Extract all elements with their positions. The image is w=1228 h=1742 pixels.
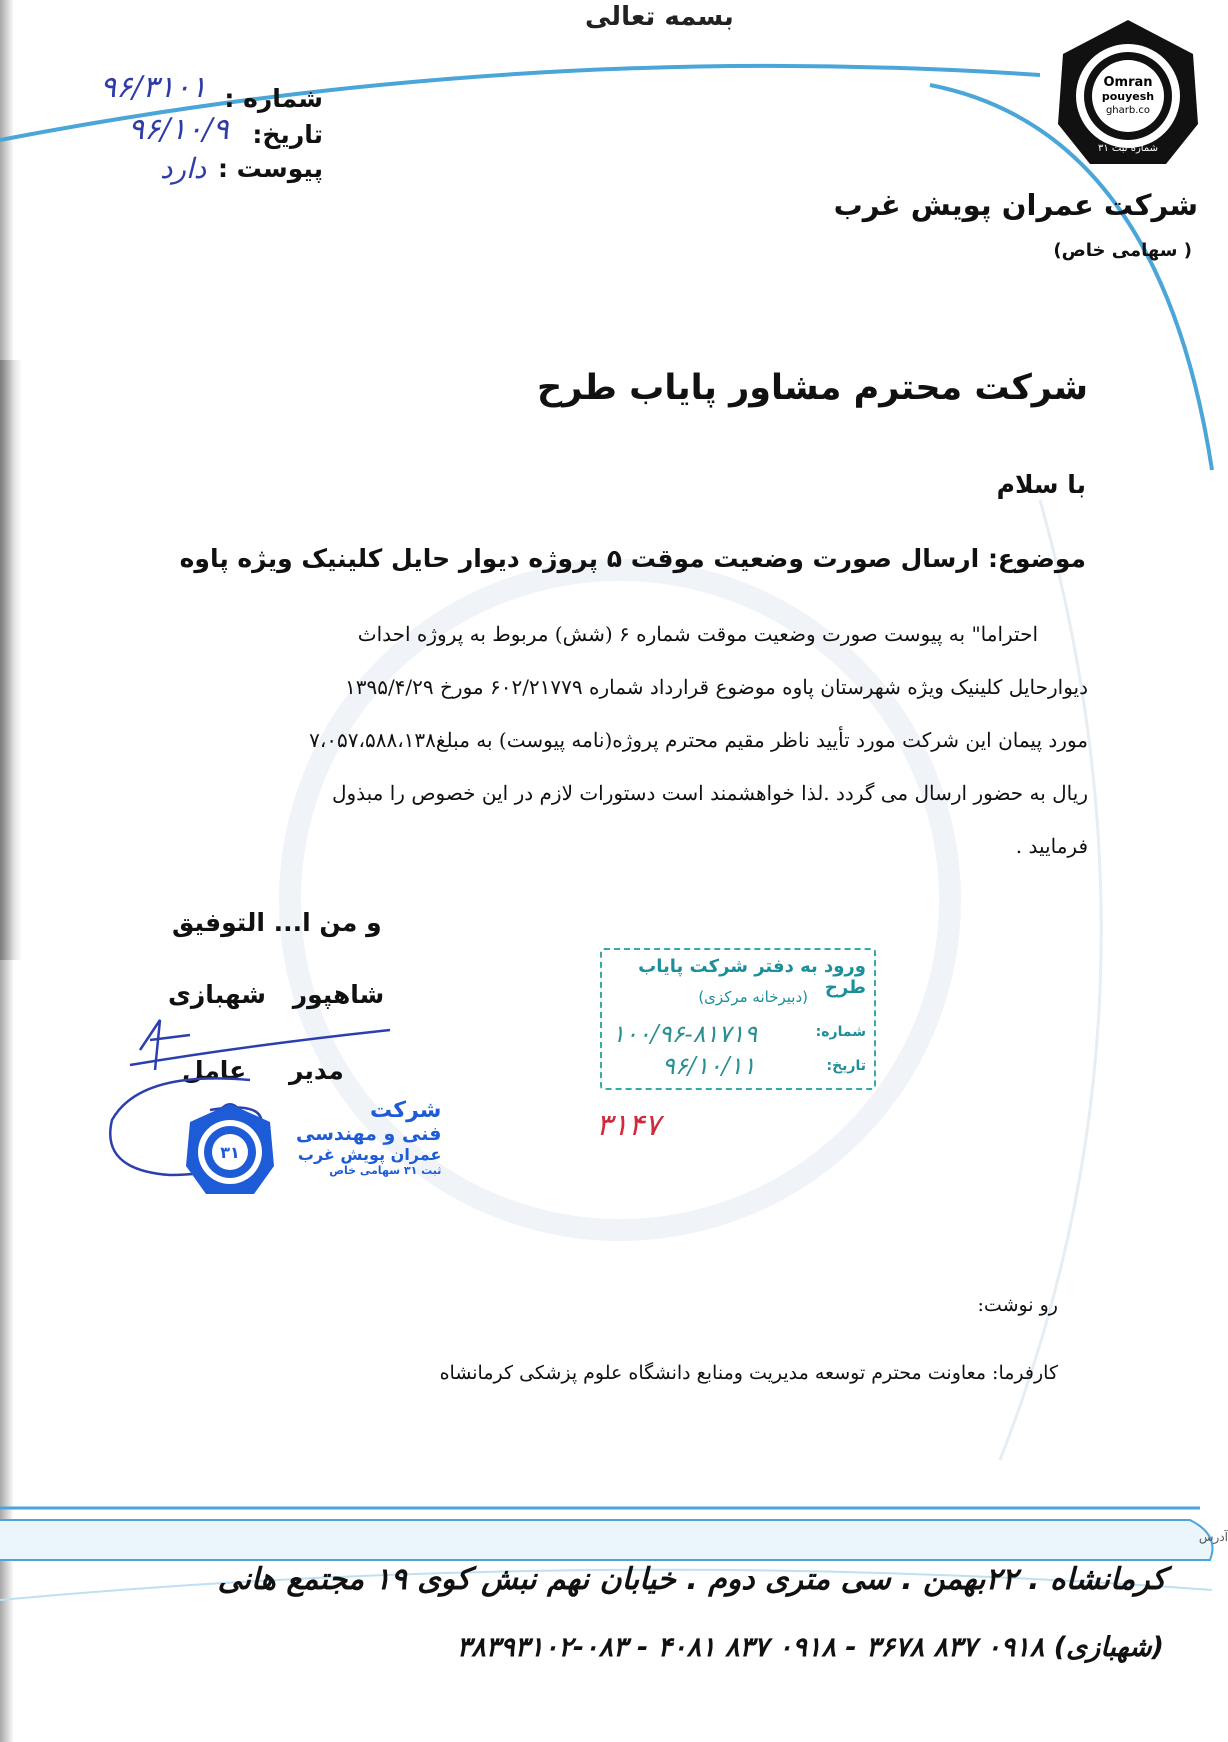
date-label: تاریخ: xyxy=(252,120,323,149)
attachment-label: پیوست : xyxy=(217,154,323,183)
handwritten-red-number: ۳۱۴۷ xyxy=(596,1108,661,1143)
cc-recipient: کارفرما: معاونت محترم توسعه مدیریت ومنابع دانشگاه علوم پزشکی کرمانشاه xyxy=(439,1362,1058,1384)
logo-reg: شماره ثبت ۳۱ xyxy=(1097,143,1159,154)
stamp-number-value: ۱۰۰/۹۶-۸۱۷۱۹ xyxy=(612,1020,758,1048)
letter-body xyxy=(148,608,1088,873)
number-value: ۹۶/۳۱۰۱ xyxy=(100,70,207,105)
logo-word-1: Omran xyxy=(1103,75,1153,90)
stamp-number-label: شماره: xyxy=(815,1024,866,1040)
number-label: شماره : xyxy=(224,84,323,113)
company-seal-text xyxy=(296,1098,441,1177)
seal-line: عمران پویش غرب xyxy=(297,1145,442,1164)
stamp-date-value: ۹۶/۱۰/۱۱ xyxy=(662,1052,756,1080)
seal-line: ثبت ۳۱ سهامی خاص xyxy=(329,1164,442,1177)
stamp-subtitle: (دبیرخانه مرکزی) xyxy=(698,988,808,1006)
signatory-name: شاهپور شهبازی xyxy=(168,980,385,1009)
footer-address: کرمانشاه . ۲۲بهمن . سی متری دوم . خیابان نهم نبش کوی ۱۹ مجتمع هانی xyxy=(217,1562,1166,1597)
footer-phones: (شهبازی) ۰۹۱۸ ۸۳۷ ۳۶۷۸ - ۰۹۱۸ ۸۳۷ ۴۰۸۱ - ۰۸۳-۳۸۳۹۳۱۰۲ xyxy=(456,1632,1164,1663)
company-name: شرکت عمران پویش غرب xyxy=(833,188,1198,222)
seal-line: شرکت xyxy=(370,1098,442,1123)
logo-word-2: pouyesh xyxy=(1101,90,1155,103)
date-value: ۹۶/۱۰/۹ xyxy=(128,112,229,147)
closing-phrase: و من ا... التوفیق xyxy=(172,908,382,937)
stamp-title: ورود به دفتر شرکت پایاب طرح xyxy=(638,956,866,998)
body-line: دیوارحایل کلینیک ویژه شهرستان پاوه موضوع قرارداد شماره ۶۰۲/۲۱۷۷۹ مورخ ۱۳۹۵/۴/۲۹ xyxy=(344,675,1088,699)
seal-line: فنی و مهندسی xyxy=(296,1123,442,1145)
subject-line: موضوع: ارسال صورت وضعیت موقت ۵ پروژه دیوار حایل کلینیک ویژه پاوه xyxy=(179,544,1086,573)
cc-label: رو نوشت: xyxy=(977,1294,1058,1316)
receipt-stamp xyxy=(600,948,876,1090)
logo-word-3: gharb.co xyxy=(1105,105,1151,116)
company-seal-emblem xyxy=(180,1100,280,1200)
footer-margin-label: آدرس xyxy=(1198,1530,1228,1544)
body-line: ریال به حضور ارسال می گردد .لذا خواهشمند است دستورات لازم در این خصوص را مبذول xyxy=(331,781,1088,805)
body-line: احتراما" به پیوست صورت وضعیت موقت شماره ۶ (شش) مربوط به پروژه احداث xyxy=(357,622,1038,646)
invocation-heading: بسمه تعالی xyxy=(585,2,734,32)
body-line: مورد پیمان این شرکت مورد تأیید ناظر مقیم محترم پروژه(نامه پیوست) به مبلغ۷،۰۵۷،۵۸۸،۱۳۸ xyxy=(309,728,1088,752)
signatory-title: مدیر عامل xyxy=(182,1056,344,1085)
company-logo xyxy=(1048,14,1208,174)
seal-center-number: ۳۱ xyxy=(220,1143,240,1162)
company-type: ( سهامی خاص) xyxy=(1053,240,1192,261)
attachment-value: دارد xyxy=(160,152,207,185)
addressee: شرکت محترم مشاور پایاب طرح xyxy=(537,368,1088,408)
stamp-date-label: تاریخ: xyxy=(826,1058,866,1074)
salutation: با سلام xyxy=(996,470,1086,499)
body-line: فرمایید . xyxy=(1015,834,1088,858)
